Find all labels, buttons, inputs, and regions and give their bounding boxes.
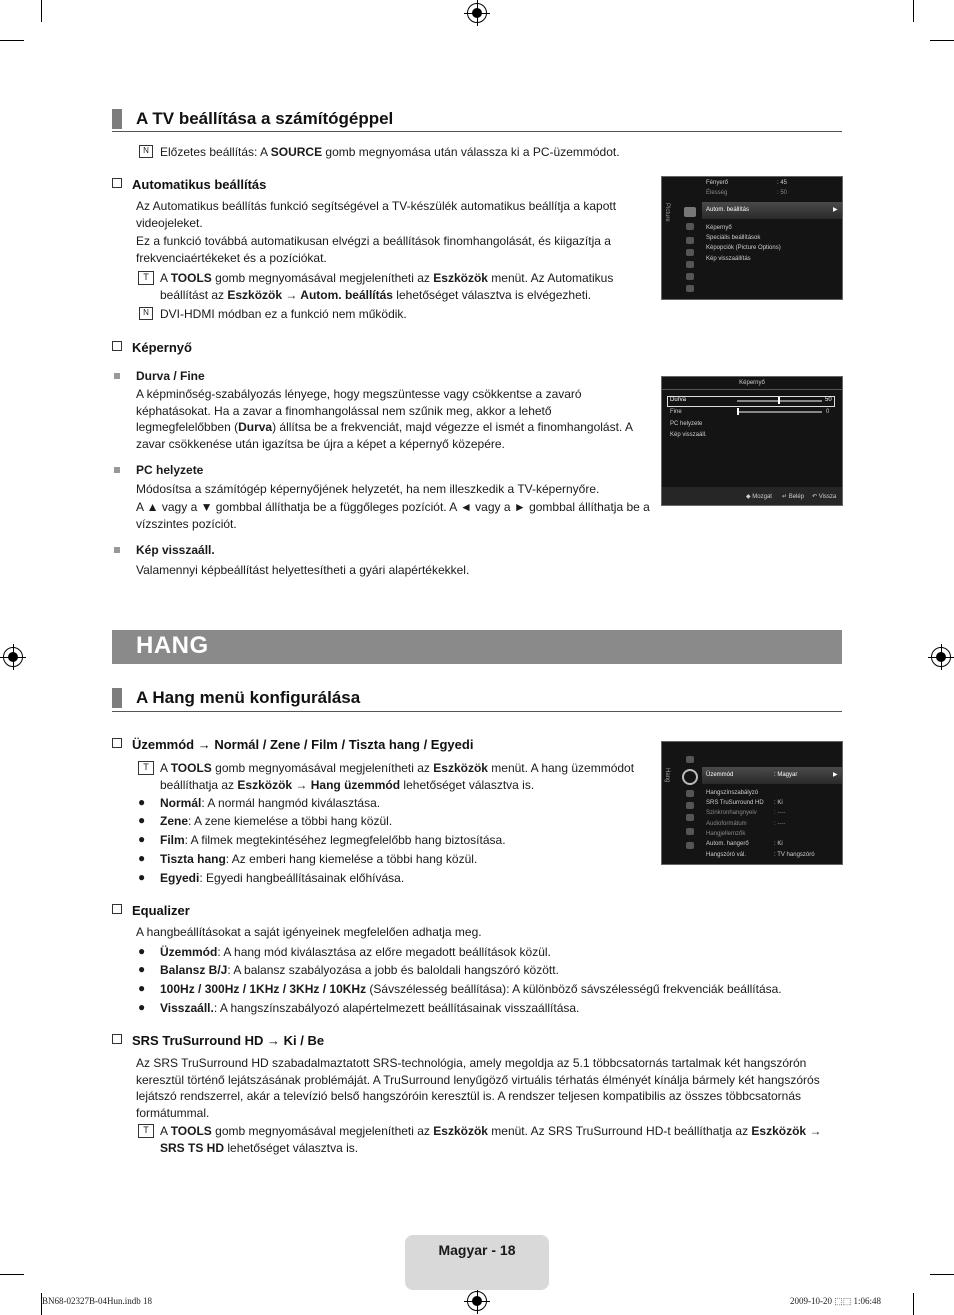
tools-icon: T [138, 1124, 154, 1138]
tv-kepernyo-screenshot [661, 376, 843, 506]
mode-heading: Üzemmód → Normál / Zene / Film / Tiszta hang / Egyedi [112, 737, 473, 752]
equalizer-item: Balansz B/J: A balansz szabályozása a jobb és baloldali hangszóró között. [160, 963, 559, 977]
bullet-icon: ● [138, 795, 146, 809]
crop-mark [930, 40, 954, 41]
tv-row-value: : Ki [774, 841, 783, 847]
tv-row-value: 50 [825, 397, 832, 403]
tv-row-label: SRS TruSurround HD [706, 800, 764, 806]
tv-footer-return: ↶ Vissza [812, 494, 837, 500]
crop-mark [0, 40, 24, 41]
menu-icon [686, 273, 694, 280]
section-rule [112, 711, 842, 712]
auto-paragraph-2: Ez a funkció továbbá automatikusan elvégzi a beállítások finomhangolását, és kiigazítja a frekvenciaértékeket és a pozíciókat. [136, 234, 611, 265]
tv-row-label: Audioformátum [706, 821, 747, 827]
chapter-banner [112, 630, 842, 664]
tv-side-label: Hang [664, 768, 670, 783]
section-title: A TV beállítása a számítógéppel [136, 109, 394, 128]
square-bullet [114, 373, 120, 379]
crop-mark [930, 1274, 954, 1275]
mode-item: Normál: A normál hangmód kiválasztása. [160, 796, 381, 810]
tv-row-label: Élesség [706, 190, 728, 196]
tv-arrow-icon: ▶ [833, 207, 838, 213]
tv-row-label: Képopciók (Picture Options) [706, 245, 781, 251]
equalizer-item: Üzemmód: A hang mód kiválasztása az előre megadott beállítások közül. [160, 945, 551, 959]
tv-row-label: Autom. hangerő [706, 841, 749, 847]
bullet-icon: ● [138, 813, 146, 827]
durva-text: A képminőség-szabályozás lényege, hogy megszüntesse vagy csökkentse a zavaró képhatásokat. Ha a zavar a finomhangolással nem szűnik meg, akkor a lehető legmegfelelőbben (Durva) állítsa be a frekvenciát, majd végezze el ismét a finomhangolást. A zavar csökkenése után igazítsa be újra a képet a képernyő közepére. [136, 387, 633, 451]
sound-icon [682, 769, 698, 785]
chapter-title: HANG [136, 632, 209, 659]
page-number: Magyar - 18 [438, 1242, 516, 1258]
section-title: A Hang menü konfigurálása [136, 688, 361, 707]
mode-tools-note: A TOOLS gomb megnyomásával megjelenítheti az Eszközök menüt. A hang üzemmódot beállíthatja az Eszközök → Hang üzemmód lehetőséget választva is. [160, 761, 635, 792]
tv-row-value: : ---- [774, 821, 786, 827]
registration-mark-icon [467, 1291, 487, 1311]
bullet-icon: ● [138, 944, 146, 958]
equalizer-text: A hangbeállításokat a saját igényeinek megfelelően adhatja meg. [136, 925, 482, 939]
tv-row-label: Hangjellemzők [706, 831, 746, 837]
dvi-note: DVI-HDMI módban ez a funkció nem működik. [160, 307, 407, 321]
tv-highlight-value: : Magyar [774, 772, 798, 778]
tools-icon: T [138, 271, 154, 285]
crop-mark [913, 0, 914, 22]
menu-icon [686, 790, 694, 797]
bullet-icon: ● [138, 832, 146, 846]
registration-mark-icon [467, 3, 487, 23]
tv-row-value: : 50 [777, 190, 788, 196]
tv-row-label: Kép visszaállítás [706, 256, 751, 262]
tv-row-value: 0 [826, 409, 830, 415]
print-slug-right: 2009-10-20 ⬚⬚ 1:06:48 [790, 1296, 882, 1306]
equalizer-heading: Equalizer [112, 903, 190, 918]
tv-row-value: : TV hangszóró [774, 852, 815, 858]
print-slug-left: BN68-02327B-04Hun.indb 18 [42, 1296, 152, 1306]
square-bullet [114, 467, 120, 473]
menu-icon [686, 223, 694, 230]
srs-text: Az SRS TruSurround HD szabadalmaztatott SRS-technológia, amely megoldja az 5.1 többcsatornás tartalmak két hangszórón keresztül történő lejátszásának problémáját. A TruSurround lenyűgöző virtuális térhatás élményét kínálja bármely két hangszórós lejátszó rendszerrel, akár a televízió belső hangszóróin keresztül is. A rendszer teljesen kompatibilis az összes többcsatornás formátummal. [136, 1056, 820, 1120]
tv-picture-menu-screenshot [661, 176, 843, 300]
tv-row-label: Szinkronhangnyelv [706, 810, 757, 816]
tv-divider [662, 389, 842, 390]
menu-icon [686, 285, 694, 292]
auto-tools-note: A TOOLS gomb megnyomásával megjelenítheti az Eszközök menüt. Az Automatikus beállítást az Eszközök → Autom. beállítás lehetőséget választva is elvégezheti. [160, 271, 614, 302]
srs-heading: SRS TruSurround HD → Ki / Be [112, 1033, 324, 1048]
section-marker [112, 109, 122, 129]
pc-text-1: Módosítsa a számítógép képernyőjének helyzetét, ha nem illeszkedik a TV-képernyőre. [136, 482, 600, 496]
tv-row-label: PC helyzete [670, 421, 703, 427]
tv-footer-enter: ↵ Belép [782, 494, 805, 500]
durva-title: Durva / Fine [136, 369, 205, 383]
tv-title: Képernyő [739, 380, 765, 386]
tv-row-value: : Ki [774, 800, 783, 806]
bullet-icon: ● [138, 1000, 146, 1014]
pc-title: PC helyzete [136, 463, 204, 477]
crop-mark [913, 1293, 914, 1315]
bullet-icon: ● [138, 962, 146, 976]
tv-row-label: Hangszínszabályzó [706, 790, 759, 796]
tv-sound-menu-screenshot [661, 741, 843, 865]
menu-icon [686, 261, 694, 268]
mode-item: Film: A filmek megtekintéséhez legmegfelelőbb hang biztosítása. [160, 833, 506, 847]
menu-icon [686, 828, 694, 835]
pc-text-2: A ▲ vagy a ▼ gombbal állíthatja be a függőleges pozíciót. A ◄ vagy a ► gombbal állíthatja be a vízszintes pozíciót. [136, 500, 650, 531]
tv-slider-track [737, 411, 822, 413]
tv-row-label: Fényerő [706, 180, 729, 186]
tv-row-value: : 45 [777, 180, 788, 186]
tv-arrow-icon: ▶ [833, 772, 838, 778]
mode-item: Zene: A zene kiemelése a többi hang közül. [160, 814, 393, 828]
note-icon: N [139, 307, 153, 320]
crop-mark [41, 0, 42, 22]
bullet-icon: ● [138, 851, 146, 865]
menu-icon [686, 237, 694, 244]
kepernyo-heading: Képernyő [112, 340, 192, 355]
picture-icon [684, 207, 696, 217]
tv-row-value: : ---- [774, 810, 786, 816]
tv-footer-move: ◆ Mozgat [746, 494, 772, 500]
reset-text: Valamennyi képbeállítást helyettesítheti a gyári alapértékekkel. [136, 563, 470, 577]
tv-side-label: Picture [664, 203, 670, 222]
mode-item: Tiszta hang: Az emberi hang kiemelése a többi hang közül. [160, 852, 478, 866]
tv-highlight-label: Üzemmód [706, 772, 734, 778]
registration-mark-icon [931, 647, 951, 667]
srs-tools-note: A TOOLS gomb megnyomásával megjelenítheti az Eszközök menüt. Az SRS TruSurround HD-t beállíthatja az Eszközök → SRS TS HD lehetőséget választva is. [160, 1124, 822, 1155]
tv-row-label: Képernyő [706, 225, 732, 231]
equalizer-item: 100Hz / 300Hz / 1KHz / 3KHz / 10KHz (Sávszélesség beállítása): A különböző sávszélességű frekvenciák beállítása. [160, 982, 782, 996]
tv-row-label: Kép visszaáll. [670, 432, 707, 438]
tv-row-label: Durva [670, 397, 687, 403]
registration-mark-icon [3, 647, 23, 667]
auto-heading: Automatikus beállítás [112, 177, 266, 192]
tv-row-label: Fine [670, 409, 682, 415]
section-rule [112, 131, 842, 132]
menu-icon [686, 814, 694, 821]
tools-icon: T [138, 761, 154, 775]
tv-highlight-label: Autom. beállítás [706, 207, 750, 213]
section-marker [112, 688, 122, 708]
tv-slider-thumb [737, 408, 739, 415]
bullet-icon: ● [138, 981, 146, 995]
tv-row-label: Hangszóró vál. [706, 852, 747, 858]
tv-slider-thumb [778, 397, 780, 404]
page-number-tab [405, 1235, 549, 1290]
equalizer-item: Visszaáll.: A hangszínszabályozó alapértelmezett beállításainak visszaállítása. [160, 1001, 580, 1015]
menu-icon [686, 802, 694, 809]
menu-icon [686, 249, 694, 256]
menu-icon [686, 756, 694, 763]
mode-item: Egyedi: Egyedi hangbeállításainak előhívása. [160, 871, 405, 885]
bullet-icon: ● [138, 870, 146, 884]
tv-row-label: Speciális beállítások [706, 235, 761, 241]
auto-paragraph-1: Az Automatikus beállítás funkció segítségével a TV-készülék automatikus beállítja a kapott videojeleket. [136, 199, 617, 230]
crop-mark [0, 1274, 24, 1275]
setup-note: Előzetes beállítás: A SOURCE gomb megnyomása után válassza ki a PC-üzemmódot. [160, 145, 620, 159]
reset-title: Kép visszaáll. [136, 543, 215, 557]
menu-icon [686, 842, 694, 849]
note-icon: N [139, 145, 153, 158]
square-bullet [114, 547, 120, 553]
